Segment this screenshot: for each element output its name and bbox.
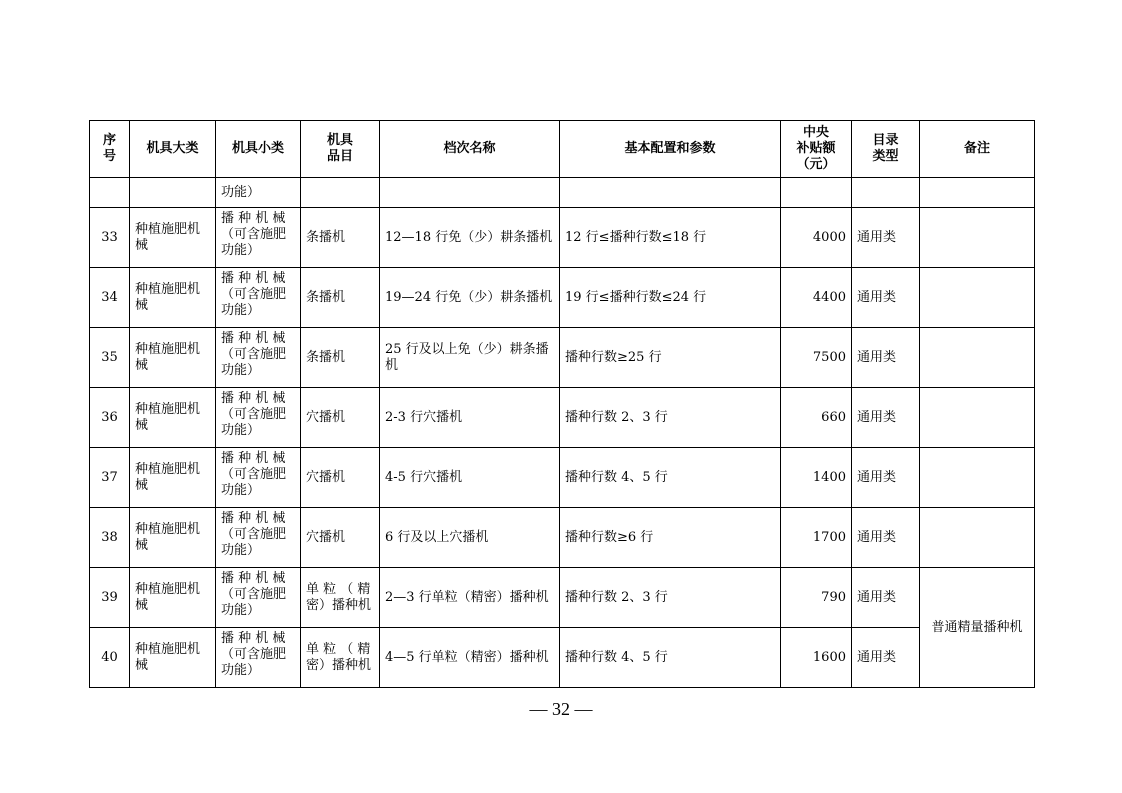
cell-grade: [380, 628, 560, 688]
cell-minor: 功能）: [216, 178, 301, 208]
cell-grade: [380, 388, 560, 448]
text-line: 种植施肥机: [135, 641, 201, 657]
cell-config: 播种行数 4、5 行: [560, 448, 781, 508]
text-line: 穴播机: [306, 529, 346, 545]
text-line: 密）播种机: [306, 597, 372, 613]
text-line: 种植施肥机: [135, 221, 201, 237]
header-config: 基本配置和参数: [560, 121, 781, 178]
cell-catalog: [852, 178, 920, 208]
text-line: 条播机: [306, 229, 346, 245]
cell-catalog: 通用类: [852, 388, 920, 448]
cell-seq: 34: [90, 268, 130, 328]
cell-item: [301, 208, 380, 268]
cell-subsidy: 7500: [781, 328, 852, 388]
cell-major: [130, 448, 216, 508]
cell-grade: [380, 448, 560, 508]
text-line: 功能）: [221, 423, 261, 438]
text-line: 功能）: [221, 543, 261, 558]
header-minor-category: 机具小类: [216, 121, 301, 178]
cell-remark: [920, 448, 1035, 508]
text-line: 功能）: [221, 303, 261, 318]
text-line: 械: [135, 297, 149, 313]
cell-remark: [920, 208, 1035, 268]
cell-grade: [380, 178, 560, 208]
cell-item: [301, 388, 380, 448]
cell-remark: [920, 268, 1035, 328]
continuation-row: [90, 178, 1035, 208]
cell-seq: 37: [90, 448, 130, 508]
text-line: 19—24 行免（少）耕条播机: [385, 289, 553, 305]
text-line: 功能）: [221, 363, 261, 378]
cell-minor: [216, 328, 301, 388]
cell-major: [130, 178, 216, 208]
cell-minor: [216, 448, 301, 508]
cell-remark: [920, 328, 1035, 388]
cell-item: [301, 268, 380, 328]
text-line: 2—3 行单粒（精密）播种机: [385, 589, 549, 605]
cell-minor: [216, 208, 301, 268]
text-line: 2-3 行穴播机: [385, 409, 463, 425]
text-line: 单 粒 （ 精: [306, 581, 371, 597]
subsidy-table: [89, 120, 1035, 688]
text-line: 械: [135, 657, 149, 673]
header-remark: 备注: [920, 121, 1035, 178]
text-line: （可含施肥: [221, 647, 287, 662]
cell-item: [301, 628, 380, 688]
cell-major: [130, 508, 216, 568]
text-line: 功能）: [221, 603, 261, 618]
table-row: [90, 628, 1035, 688]
cell-grade: [380, 328, 560, 388]
cell-seq: [90, 178, 130, 208]
text-line: 条播机: [306, 289, 346, 305]
text-line: 功能）: [221, 663, 261, 678]
header-item: 机具 品目: [301, 121, 380, 178]
page-number: — 32 —: [529, 699, 593, 719]
cell-minor: [216, 568, 301, 628]
cell-major: [130, 568, 216, 628]
cell-subsidy: 660: [781, 388, 852, 448]
header-grade-name: 档次名称: [380, 121, 560, 178]
cell-catalog: 通用类: [852, 208, 920, 268]
text-line: 种植施肥机: [135, 401, 201, 417]
table-row: [90, 328, 1035, 388]
header-major-category: 机具大类: [130, 121, 216, 178]
text-line: 单 粒 （ 精: [306, 641, 371, 657]
cell-major: [130, 268, 216, 328]
text-line: 种植施肥机: [135, 581, 201, 597]
cell-subsidy: 790: [781, 568, 852, 628]
cell-catalog: 通用类: [852, 328, 920, 388]
cell-config: 播种行数≥25 行: [560, 328, 781, 388]
cell-minor: [216, 268, 301, 328]
text-line: 密）播种机: [306, 657, 372, 673]
text-line: 械: [135, 357, 149, 373]
table-row: [90, 268, 1035, 328]
text-line: 播 种 机 械: [221, 451, 286, 466]
cell-seq: 40: [90, 628, 130, 688]
text-line: 功能）: [221, 483, 261, 498]
text-line: 播 种 机 械: [221, 391, 286, 406]
cell-seq: 33: [90, 208, 130, 268]
text-line: 播 种 机 械: [221, 571, 286, 586]
text-line: （可含施肥: [221, 467, 287, 482]
text-line: 播 种 机 械: [221, 271, 286, 286]
cell-config: 19 行≤播种行数≤24 行: [560, 268, 781, 328]
text-line: （可含施肥: [221, 287, 287, 302]
cell-subsidy: 1400: [781, 448, 852, 508]
cell-major: [130, 388, 216, 448]
cell-remark: [920, 508, 1035, 568]
text-line: （可含施肥: [221, 407, 287, 422]
cell-item: [301, 178, 380, 208]
cell-seq: 36: [90, 388, 130, 448]
cell-catalog: 通用类: [852, 448, 920, 508]
cell-seq: 39: [90, 568, 130, 628]
text-line: （可含施肥: [221, 527, 287, 542]
text-line: 12—18 行免（少）耕条播机: [385, 229, 553, 245]
cell-subsidy: [781, 178, 852, 208]
header-subsidy: 中央 补贴额 （元）: [781, 121, 852, 178]
cell-item: [301, 448, 380, 508]
cell-grade: [380, 268, 560, 328]
cell-subsidy: 1600: [781, 628, 852, 688]
cell-grade: [380, 208, 560, 268]
cell-catalog: 通用类: [852, 268, 920, 328]
header-seq: 序 号: [90, 121, 130, 178]
cell-catalog: 通用类: [852, 508, 920, 568]
text-line: 穴播机: [306, 409, 346, 425]
cell-grade: [380, 568, 560, 628]
text-line: 种植施肥机: [135, 521, 201, 537]
cell-config: 播种行数 4、5 行: [560, 628, 781, 688]
cell-config: 播种行数≥6 行: [560, 508, 781, 568]
cell-catalog: 通用类: [852, 568, 920, 628]
text-line: 械: [135, 597, 149, 613]
text-line: 械: [135, 537, 149, 553]
text-line: 种植施肥机: [135, 461, 201, 477]
text-line: 械: [135, 477, 149, 493]
text-line: 播 种 机 械: [221, 331, 286, 346]
table-row: [90, 508, 1035, 568]
cell-minor: [216, 388, 301, 448]
text-line: 4—5 行单粒（精密）播种机: [385, 649, 549, 665]
cell-config: [560, 178, 781, 208]
cell-seq: 38: [90, 508, 130, 568]
cell-grade: [380, 508, 560, 568]
cell-major: [130, 208, 216, 268]
text-line: 种植施肥机: [135, 281, 201, 297]
text-line: 械: [135, 237, 149, 253]
cell-catalog: 通用类: [852, 628, 920, 688]
text-line: 25 行及以上免（少）耕条播: [385, 341, 549, 357]
cell-minor: [216, 508, 301, 568]
text-line: 机: [385, 357, 399, 373]
table-row: [90, 388, 1035, 448]
table-row: [90, 448, 1035, 508]
cell-item: [301, 568, 380, 628]
text-line: 播 种 机 械: [221, 211, 286, 226]
cell-minor: [216, 628, 301, 688]
cell-subsidy: 4400: [781, 268, 852, 328]
text-line: （可含施肥: [221, 227, 287, 242]
cell-config: 12 行≤播种行数≤18 行: [560, 208, 781, 268]
table-row: [90, 208, 1035, 268]
text-line: 播 种 机 械: [221, 631, 286, 646]
cell-item: [301, 328, 380, 388]
text-line: （可含施肥: [221, 347, 287, 362]
cell-item: [301, 508, 380, 568]
cell-major: [130, 628, 216, 688]
cell-remark: [920, 178, 1035, 208]
text-line: 6 行及以上穴播机: [385, 529, 489, 545]
cell-seq: 35: [90, 328, 130, 388]
cell-config: 播种行数 2、3 行: [560, 388, 781, 448]
cell-remark: [920, 388, 1035, 448]
text-line: （可含施肥: [221, 587, 287, 602]
cell-remark-merged: 普通精量播种机: [920, 568, 1035, 688]
cell-subsidy: 1700: [781, 508, 852, 568]
text-line: 功能）: [221, 243, 261, 258]
cell-major: [130, 328, 216, 388]
text-line: 种植施肥机: [135, 341, 201, 357]
text-line: 条播机: [306, 349, 346, 365]
cell-config: 播种行数 2、3 行: [560, 568, 781, 628]
table-row: [90, 568, 1035, 628]
header-row: [90, 121, 1035, 178]
cell-subsidy: 4000: [781, 208, 852, 268]
header-catalog-type: 目录 类型: [852, 121, 920, 178]
text-line: 播 种 机 械: [221, 511, 286, 526]
text-line: 4-5 行穴播机: [385, 469, 463, 485]
text-line: 穴播机: [306, 469, 346, 485]
text-line: 械: [135, 417, 149, 433]
